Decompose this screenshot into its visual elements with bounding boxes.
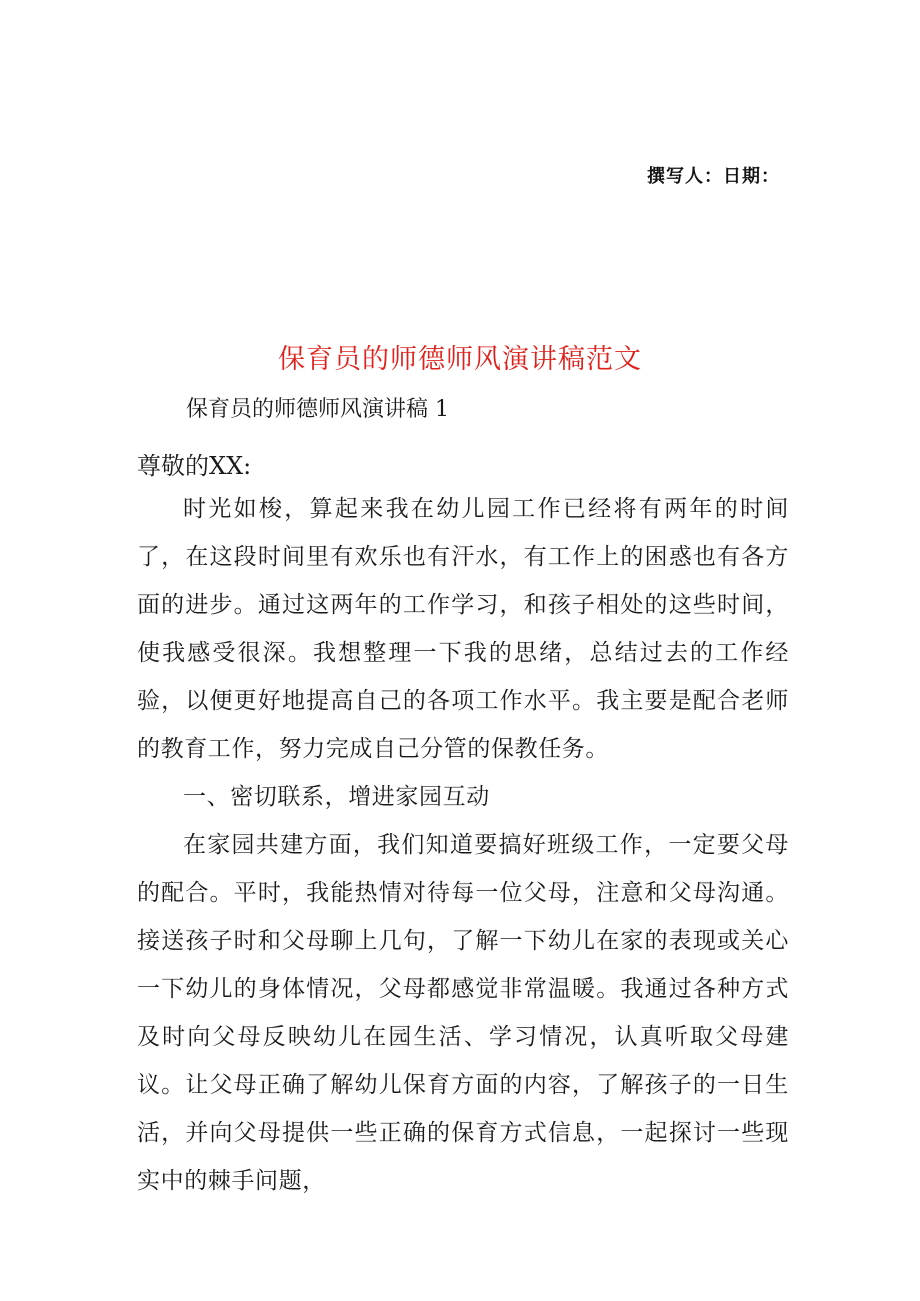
author-date-line: 撰写人：日期：	[647, 166, 780, 187]
speech-subtitle: 保育员的师德师风演讲稿 1	[186, 397, 449, 422]
paragraph-home-school: 在家园共建方面，我们知道要搞好班级工作，一定要父母的配合。平时，我能热情对待每一位父母，注意和父母沟通。接送孩子时和父母聊上几句，了解一下幼儿在家的表现或关心一下幼儿的身体情况，父母都感觉非常温暖。我通过各种方式及时向父母反映幼儿在园生活、学习情况，认真听取父母建议。让父母正确了解幼儿保育方面的内容，了解孩子的一日生活，并向父母提供一些正确的保育方式信息，一起探讨一些现实中的棘手问题，	[137, 832, 789, 1194]
salutation: 尊敬的XX:	[137, 452, 252, 480]
document-title: 保育员的师德师风演讲稿范文	[278, 344, 642, 375]
body-text	[137, 485, 789, 1205]
paragraph-intro: 时光如梭，算起来我在幼儿园工作已经将有两年的时间了，在这段时间里有欢乐也有汗水，有工作上的困惑也有各方面的进步。通过这两年的工作学习，和孩子相处的这些时间，使我感受很深。我想整理一下我的思绪，总结过去的工作经验，以便更好地提高自己的各项工作水平。我主要是配合老师的教育工作，努力完成自己分管的保教任务。	[137, 496, 789, 762]
section-heading: 一、密切联系，增进家园互动	[183, 784, 490, 810]
